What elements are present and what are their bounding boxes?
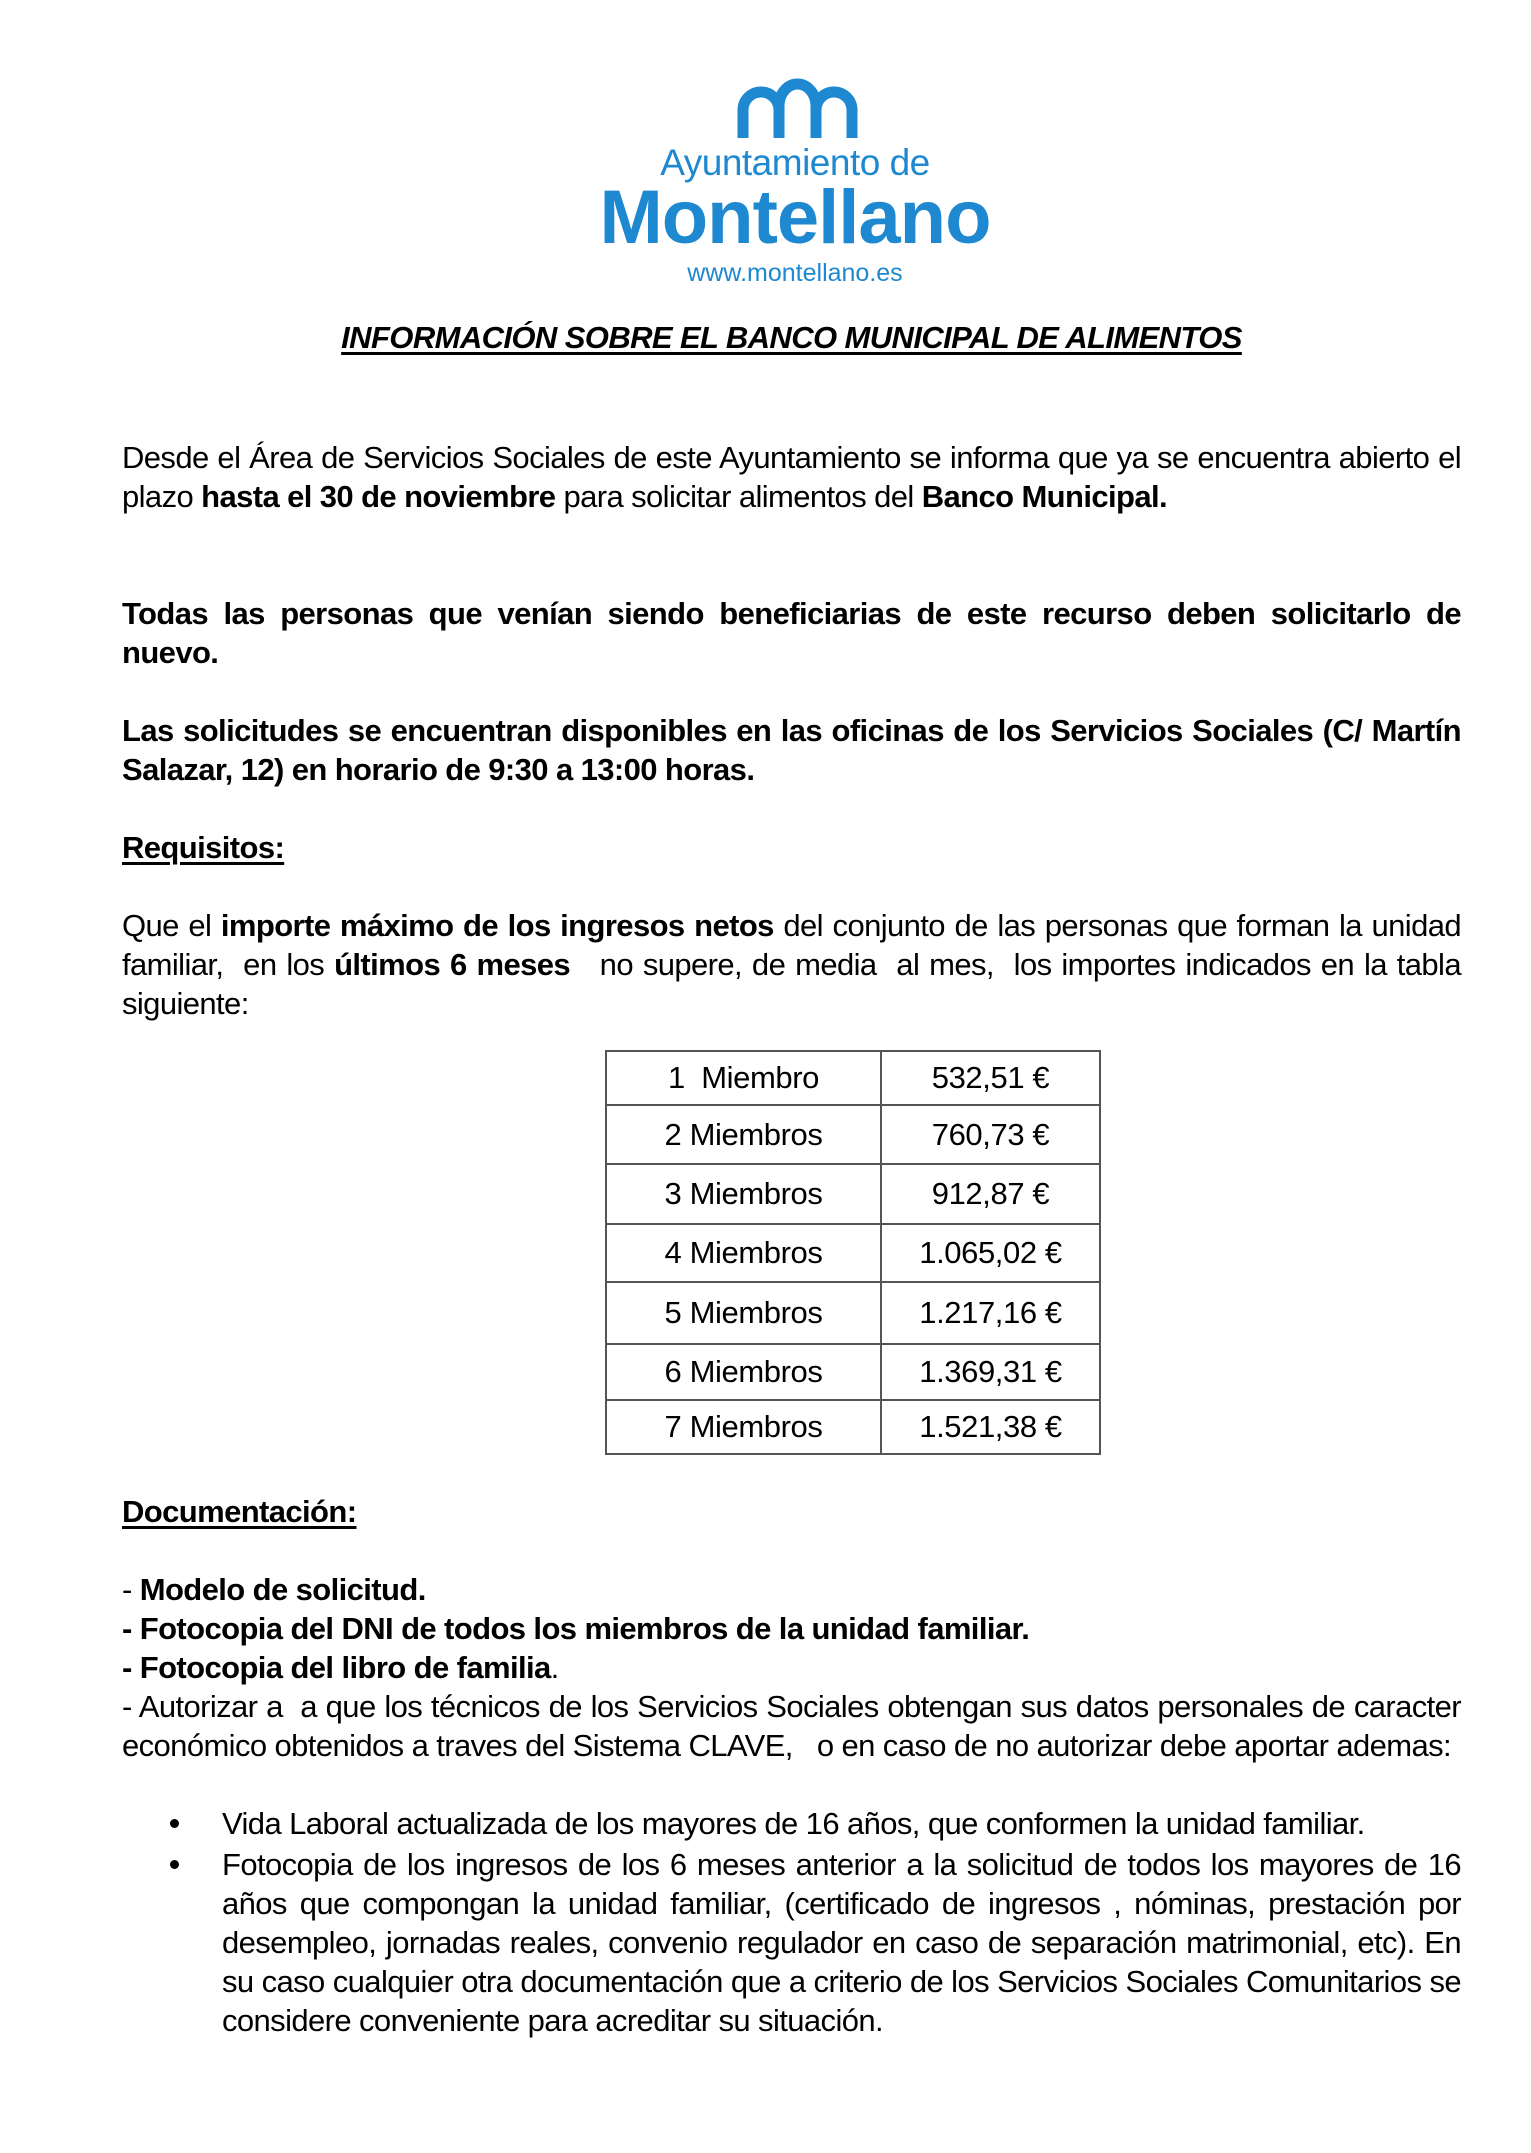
req-period: últimos 6 meses [334,947,571,982]
authorize-paragraph: - Autorizar a a que los técnicos de los Servicios Sociales obtengan sus datos personales de caracter económico obtenidos a traves del Sistema CLAVE, o en caso de no autorizar debe aportar ademas: [122,1689,1470,1763]
list-item [122,1804,1461,1843]
requisitos-paragraph [122,906,1470,1023]
page-title: INFORMACIÓN SOBRE EL BANCO MUNICIPAL DE ALIMENTOS [341,320,1242,355]
amount-cell: 532,51 € [881,1051,1100,1105]
document-label: Fotocopia del DNI de todos los miembros de la unidad familiar. [139,1611,1030,1646]
document-suffix: . [550,1650,559,1685]
req-text-2: del conjunto de las personas que forman la unidad familiar, en los [122,908,1470,982]
req-text-1: Que el [122,908,221,943]
document-item [122,1570,1461,1609]
bullet-text: Fotocopia de los ingresos de los 6 meses anterior a la solicitud de todos los mayores de 16 años que compongan la unidad familiar, (certificado de ingresos , nóminas, prestación por desempleo, jornadas reales, convenio regulador en caso de separación matrimonial, etc). En su caso cualquier otra documentación que a criterio de los Servicios Sociales Comunitarios se considere conveniente para acreditar su situación. [222,1847,1461,2038]
dash: - [122,1650,140,1685]
amount-cell: 1.217,16 € [881,1282,1100,1344]
intro-text-2: para solicitar alimentos del [555,479,922,514]
table-row [606,1400,1100,1454]
table-row [606,1164,1100,1224]
bullet-icon [170,1819,179,1828]
amount-cell: 1.521,38 € [881,1400,1100,1454]
reapply-notice: Todas las personas que venían siendo beneficiarias de este recurso deben solicitarlo de nuevo. [122,596,1461,670]
income-threshold-table [605,1050,1101,1455]
table-row [606,1051,1100,1105]
requisitos-heading: Requisitos: [122,830,285,865]
document-label: Modelo de solicitud. [139,1572,426,1607]
table-row [606,1282,1100,1344]
alternative-documents-list [122,1804,1461,2042]
req-max-income: importe máximo de los ingresos netos [220,908,774,943]
list-item [122,1845,1461,2040]
document-item [122,1648,1461,1687]
amount-cell: 760,73 € [881,1105,1100,1164]
amount-cell: 1.065,02 € [881,1224,1100,1282]
members-cell: 4 Miembros [606,1224,881,1282]
logo-website-text: www.montellano.es [687,259,903,287]
intro-paragraph [122,438,1461,516]
dash: - [122,1611,140,1646]
intro-deadline: hasta el 30 de noviembre [201,479,556,514]
amount-cell: 912,87 € [881,1164,1100,1224]
logo-ayuntamiento-text: Ayuntamiento de [660,142,930,183]
members-cell: 1 Miembro [606,1051,881,1105]
intro-bank-name: Banco Municipal. [921,479,1168,514]
members-cell: 6 Miembros [606,1344,881,1400]
members-cell: 2 Miembros [606,1105,881,1164]
members-cell: 5 Miembros [606,1282,881,1344]
bullet-icon [170,1860,179,1869]
table-row [606,1344,1100,1400]
document-label: Fotocopia del libro de familia [139,1650,551,1685]
intro-text-1: Desde el Área de Servicios Sociales de este Ayuntamiento se informa que ya se encuentra abierto el plazo [122,440,1461,514]
logo-montellano-text: Montellano [599,175,991,260]
three-arches-icon [735,78,860,138]
documentacion-heading: Documentación: [122,1494,357,1529]
members-cell: 7 Miembros [606,1400,881,1454]
location-notice: Las solicitudes se encuentran disponibles en las oficinas de los Servicios Sociales (C/ Martín Salazar, 12) en horario de 9:30 a 13:00 horas. [122,713,1461,787]
members-cell: 3 Miembros [606,1164,881,1224]
table-row [606,1224,1100,1282]
document-item [122,1609,1461,1648]
dash: - [122,1572,140,1607]
required-documents-list [122,1570,1470,1765]
bullet-text: Vida Laboral actualizada de los mayores de 16 años, que conformen la unidad familiar. [222,1806,1365,1841]
req-text-3: no supere, de media al mes, los importes indicados en la tabla siguiente: [122,947,1470,1021]
table-row [606,1105,1100,1164]
amount-cell: 1.369,31 € [881,1344,1100,1400]
